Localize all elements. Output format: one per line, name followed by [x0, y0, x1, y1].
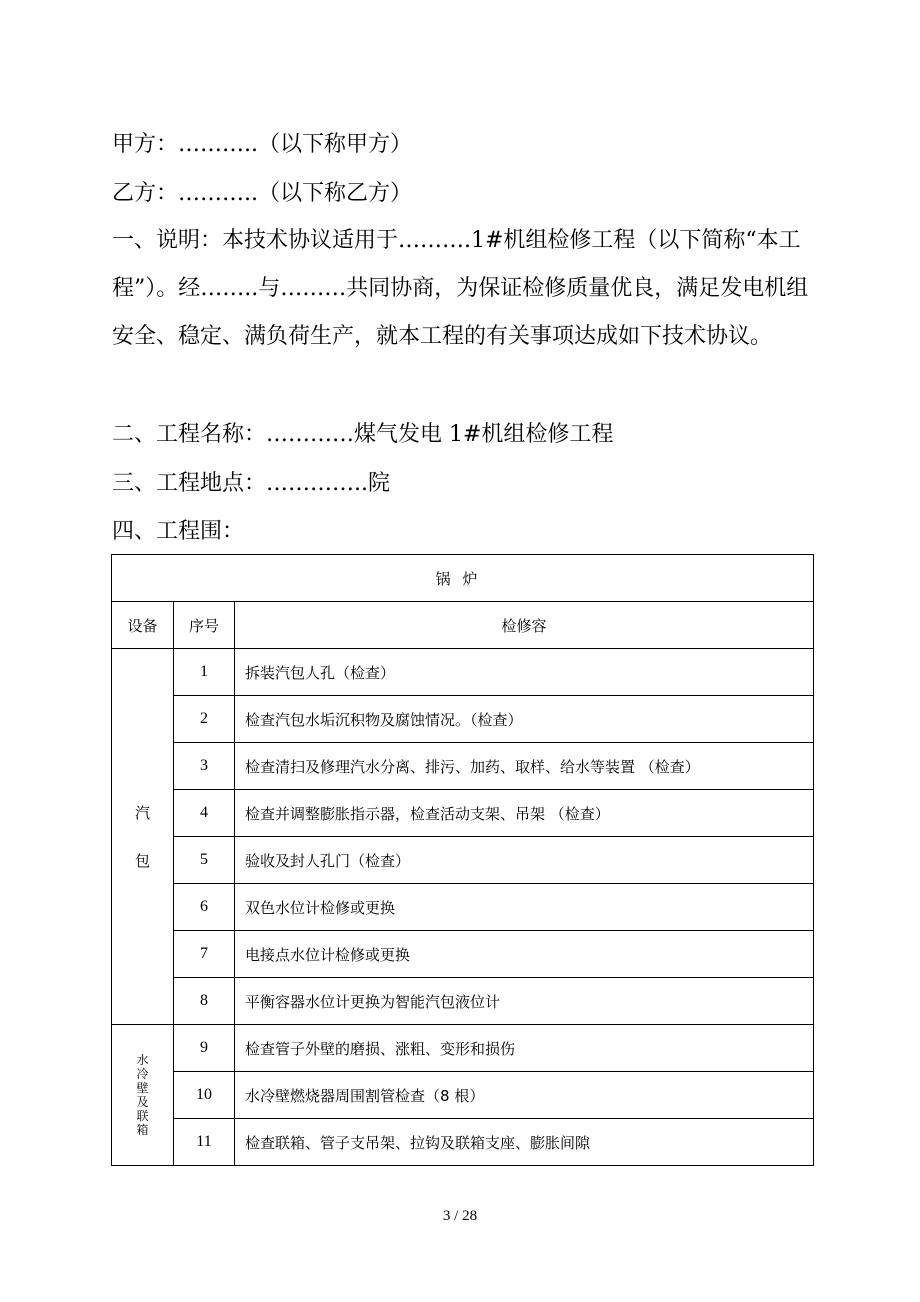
- row-content: 检查并调整膨胀指示器，检查活动支架、吊架 （检查）: [235, 790, 814, 837]
- section-project-name: 二、工程名称：…………煤气发电 1#机组检修工程: [112, 422, 614, 447]
- table-row: [112, 1072, 814, 1119]
- page-footer: [0, 1208, 920, 1225]
- row-content: 电接点水位计检修或更换: [235, 931, 814, 978]
- device-cell-waterwall: [112, 1025, 174, 1166]
- header-content: 检修容: [235, 602, 814, 649]
- section-description: 一、说明：本技术协议适用于……….1#机组检修工程（以下简称“本工程”）。经……..与………共同协商，为保证检修质量优良，满足发电机组安全、稳定、满负荷生产，就本工程的有关事项达成如下技术协议。: [112, 228, 809, 349]
- row-number: 1: [174, 649, 235, 696]
- table-row: [112, 931, 814, 978]
- header-seq: 序号: [174, 602, 235, 649]
- row-number: 4: [174, 790, 235, 837]
- row-number: 2: [174, 696, 235, 743]
- page-total: 28: [462, 1208, 478, 1224]
- device-label: 水冷壁及联箱: [136, 1052, 149, 1137]
- row-content: 双色水位计检修或更换: [235, 884, 814, 931]
- table-row: [112, 1119, 814, 1166]
- section-project-location: 三、工程地点：…………..院: [112, 471, 390, 496]
- row-number: 11: [174, 1119, 235, 1166]
- row-content: 检查汽包水垢沉积物及腐蚀情况。（检查）: [235, 696, 814, 743]
- party-b-line: 乙方：………..（以下称乙方）: [112, 181, 412, 206]
- section-project-scope: 四、工程围：: [112, 519, 245, 544]
- row-content: 拆装汽包人孔（检查）: [235, 649, 814, 696]
- row-number: 3: [174, 743, 235, 790]
- row-content: 检查联箱、管子支吊架、拉钩及联箱支座、膨胀间隙: [235, 1119, 814, 1166]
- table-row: [112, 743, 814, 790]
- device-label: 汽包: [134, 803, 150, 870]
- party-a-line: 甲方：………..（以下称甲方）: [112, 132, 412, 157]
- row-number: 7: [174, 931, 235, 978]
- row-number: 10: [174, 1072, 235, 1119]
- row-content: 验收及封人孔门（检查）: [235, 837, 814, 884]
- table-row: [112, 1025, 814, 1072]
- row-content: 检查清扫及修理汽水分离、排污、加药、取样、给水等装置 （检查）: [235, 743, 814, 790]
- table-title: 锅炉: [112, 555, 814, 602]
- row-number: 5: [174, 837, 235, 884]
- row-content: 水冷壁燃烧器周围割管检查（8 根）: [235, 1072, 814, 1119]
- row-content: 平衡容器水位计更换为智能汽包液位计: [235, 978, 814, 1025]
- table-row: [112, 978, 814, 1025]
- device-cell-drum: [112, 649, 174, 1025]
- row-number: 8: [174, 978, 235, 1025]
- table-row: [112, 884, 814, 931]
- table-row: [112, 837, 814, 884]
- header-device: 设备: [112, 602, 174, 649]
- table-row: [112, 696, 814, 743]
- table-row: [112, 649, 814, 696]
- row-number: 9: [174, 1025, 235, 1072]
- row-number: 6: [174, 884, 235, 931]
- page-separator: /: [450, 1208, 463, 1224]
- page-number: 3: [442, 1208, 451, 1224]
- table-row: [112, 790, 814, 837]
- maintenance-table: [111, 554, 814, 1166]
- row-content: 检查管子外壁的磨损、涨粗、变形和损伤: [235, 1025, 814, 1072]
